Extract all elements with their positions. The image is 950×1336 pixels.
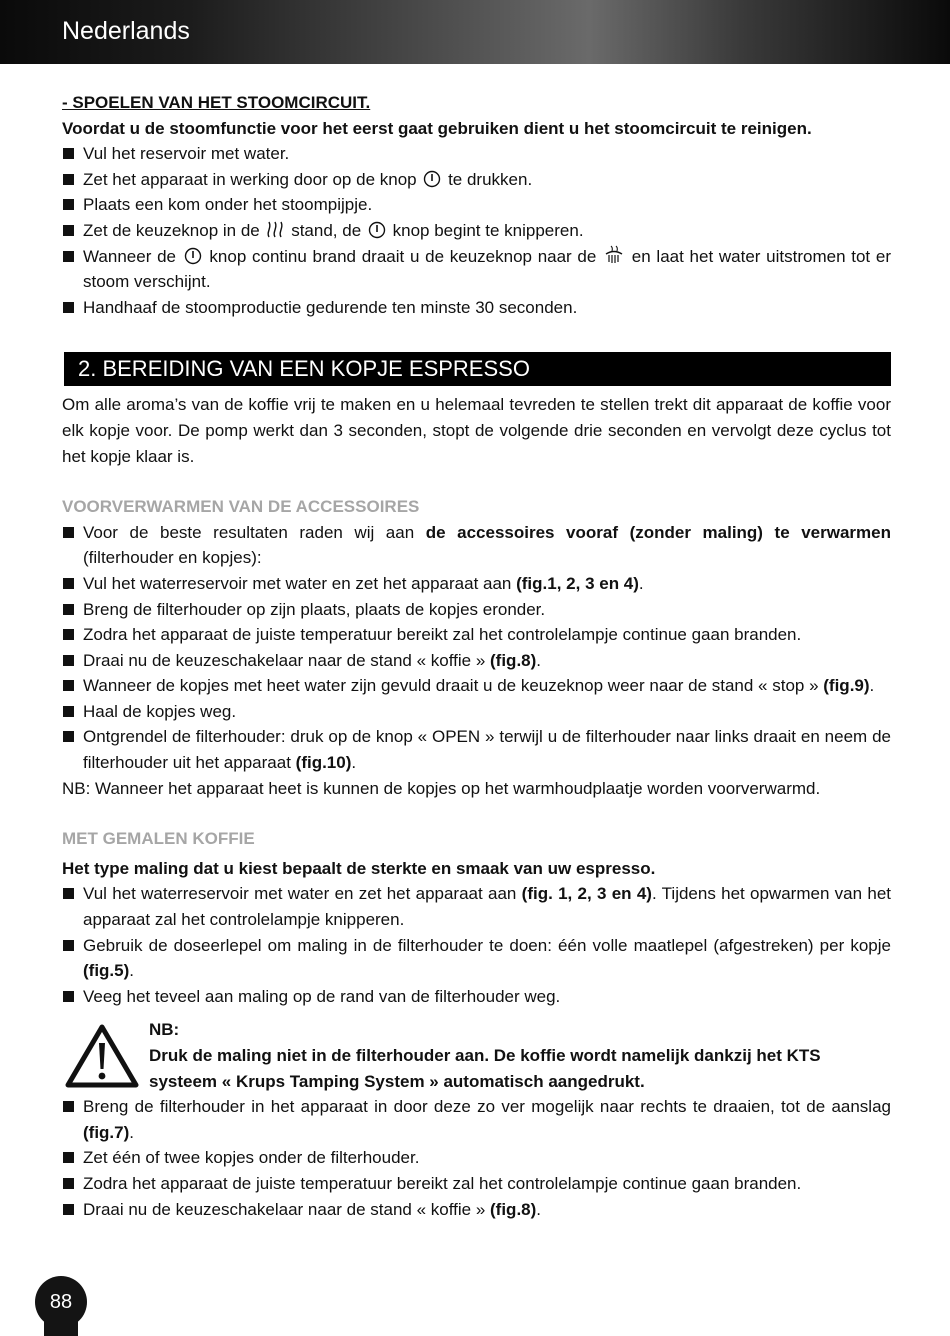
list-item: Zodra het apparaat de juiste temperatuur bereikt zal het controlelampje continue gaan branden. <box>62 622 891 648</box>
preheat-list <box>62 520 891 776</box>
page-number: 88 <box>35 1276 87 1328</box>
list-item: Zet de keuzeknop in de stand, de knop begint te knipperen. <box>62 218 891 244</box>
list-item: Plaats een kom onder het stoompijpje. <box>62 192 891 218</box>
list-item: Vul het reservoir met water. <box>62 141 891 167</box>
power-icon <box>423 170 441 188</box>
list-item: Draai nu de keuzeschakelaar naar de stand « koffie » (fig.8). <box>62 1197 891 1223</box>
list-item: Wanneer de knop continu brand draait u de keuzeknop naar de en laat het water uitstromen tot er stoom verschijnt. <box>62 244 891 295</box>
list-item: Wanneer de kopjes met heet water zijn gevuld draait u de keuzeknop weer naar de stand « stop » (fig.9). <box>62 673 891 699</box>
ground-coffee-heading: MET GEMALEN KOFFIE <box>62 829 255 849</box>
list-item: Draai nu de keuzeschakelaar naar de stand « koffie » (fig.8). <box>62 648 891 674</box>
hot-water-icon <box>604 245 624 265</box>
espresso-intro: Om alle aroma’s van de koffie vrij te maken en u helemaal tevreden te stellen trekt dit apparaat de koffie voor elk kopje voor. De pomp werkt dan 3 seconden, stopt de volgende drie seconden en vervolgt deze cyclus tot het kopje klaar is. <box>62 395 891 466</box>
ground-list-continued <box>62 1094 891 1222</box>
list-item: Voor de beste resultaten raden wij aan de accessoires vooraf (zonder maling) te verwarmen (filterhouder en kopjes): <box>62 520 891 571</box>
warning-text: Druk de maling niet in de filterhouder aan. De koffie wordt namelijk dankzij het KTS systeem « Krups Tamping System » automatisch aangedrukt. <box>149 1046 821 1091</box>
ground-coffee-intro: Het type maling dat u kiest bepaalt de sterkte en smaak van uw espresso. <box>62 858 656 878</box>
ground-list <box>62 881 891 1009</box>
list-item: Veeg het teveel aan maling op de rand van de filterhouder weg. <box>62 984 891 1010</box>
rinse-heading: - SPOELEN VAN HET STOOMCIRCUIT. <box>62 93 371 112</box>
list-item: Vul het waterreservoir met water en zet het apparaat aan (fig. 1, 2, 3 en 4). Tijdens het opwarmen van het apparaat zal het controlelampje knipperen. <box>62 881 891 932</box>
power-icon <box>184 247 202 265</box>
list-item: Ontgrendel de filterhouder: druk op de knop « OPEN » terwijl u de filterhouder naar links draait en neem de filterhouder uit het apparaat (fig.10). <box>62 724 891 775</box>
header-language-title: Nederlands <box>62 17 190 45</box>
warning-label: NB: <box>149 1020 180 1040</box>
preheat-note: NB: Wanneer het apparaat heet is kunnen de kopjes op het warmhoudplaatje worden voorverwarmd. <box>62 778 821 798</box>
list-item: Vul het waterreservoir met water en zet het apparaat aan (fig.1, 2, 3 en 4). <box>62 571 891 597</box>
list-item: Zet één of twee kopjes onder de filterhouder. <box>62 1145 891 1171</box>
power-icon <box>368 221 386 239</box>
list-item: Zodra het apparaat de juiste temperatuur bereikt zal het controlelampje continue gaan branden. <box>62 1171 891 1197</box>
page-content <box>62 90 891 1222</box>
list-item: Zet het apparaat in werking door op de knop te drukken. <box>62 167 891 193</box>
steam-icon <box>266 219 284 239</box>
preheat-heading: VOORVERWARMEN VAN DE ACCESSOIRES <box>62 497 420 517</box>
list-item: Breng de filterhouder op zijn plaats, plaats de kopjes eronder. <box>62 597 891 623</box>
rinse-list <box>62 141 891 320</box>
list-item: Haal de kopjes weg. <box>62 699 891 725</box>
warning-triangle-icon <box>64 1023 140 1089</box>
list-item: Breng de filterhouder in het apparaat in door deze zo ver mogelijk naar rechts te draaien, tot de aanslag (fig.7). <box>62 1094 891 1145</box>
page-header <box>0 0 950 64</box>
warning-note <box>62 1017 891 1094</box>
list-item: Gebruik de doseerlepel om maling in de filterhouder te doen: één volle maatlepel (afgestreken) per kopje (fig.5). <box>62 933 891 984</box>
list-item: Handhaaf de stoomproductie gedurende ten minste 30 seconden. <box>62 295 891 321</box>
rinse-intro: Voordat u de stoomfunctie voor het eerst gaat gebruiken dient u het stoomcircuit te reinigen. <box>62 118 812 138</box>
section-title-bar: 2. BEREIDING VAN EEN KOPJE ESPRESSO <box>64 352 891 386</box>
